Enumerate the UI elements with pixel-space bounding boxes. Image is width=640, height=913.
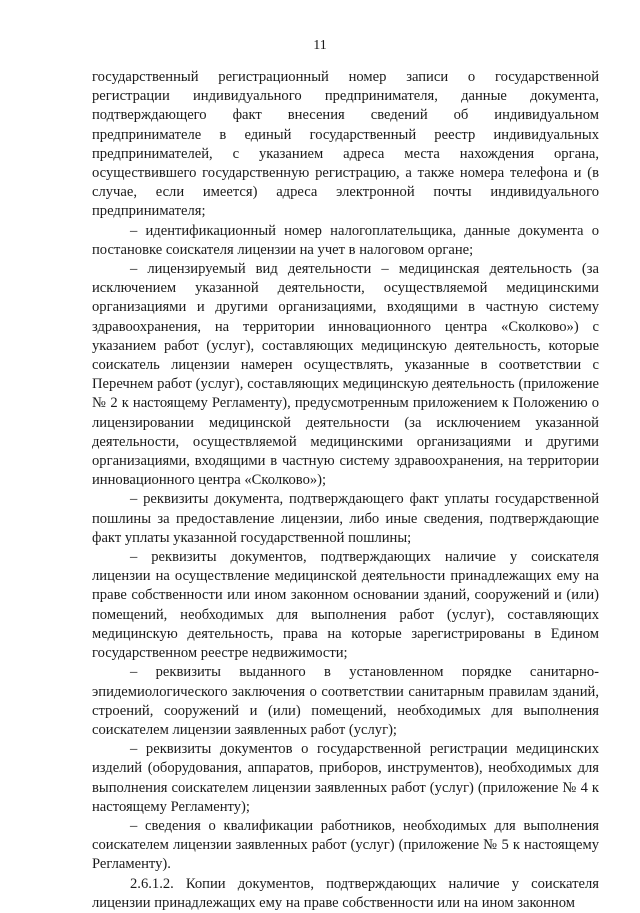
paragraph-staff-qualification: – сведения о квалификации работников, необходимых для выполнения соискателем лицензии заявленных работ (услуг) (приложение № 5 к настоящему Регламенту). (92, 817, 599, 873)
paragraph-2-6-1-2: 2.6.1.2. Копии документов, подтверждающих наличие у соискателя лицензии принадлежащих ему на праве собственности или на ином законном (92, 875, 599, 911)
paragraph-registration-number: государственный регистрационный номер записи о государственной регистрации индивидуального предпринимателя, данные документа, подтверждающего факт внесения сведений об индивидуальном предпринимателе в единый государственный реестр индивидуальных предпринимателей, с указанием адреса места нахождения органа, осуществившего государственную регистрацию, а также номера телефона и (в случае, если имеется) адреса электронной почты индивидуального предпринимателя; (92, 69, 599, 220)
paragraph-state-fee: – реквизиты документа, подтверждающего факт уплаты государственной пошлины за предоставление лицензии, либо иные сведения, подтверждающие факт уплаты указанной государственной пошлины; (92, 491, 599, 546)
paragraph-premises-documents: – реквизиты документов, подтверждающих наличие у соискателя лицензии на осуществление медицинской деятельности принадлежащих ему на праве собственности или ином законном основании зданий, сооружений и (или) помещений, необходимых для выполнения работ (услуг), составляющих медицинскую деятельность, права на которые зарегистрированы в Едином государственном реестре недвижимости; (92, 549, 599, 662)
paragraph-sanitary-conclusion: – реквизиты выданного в установленном порядке санитарно-эпидемиологического заключения о соответствии санитарным правилам зданий, строений, сооружений и (или) помещений, необходимых для выполнения соискателем лицензии заявленных работ (услуг); (92, 664, 599, 738)
paragraph-taxpayer-id: – идентификационный номер налогоплательщика, данные документа о постановке соискателя лицензии на учет в налоговом органе; (92, 222, 599, 258)
page-number: 11 (313, 38, 327, 53)
paragraph-licensed-activity: – лицензируемый вид деятельности – медицинская деятельность (за исключением указанной деятельности, осуществляемой медицинскими организациями и другими организациями, входящими в частную систему здравоохранения, на территории инновационного центра «Сколково») с указанием работ (услуг), составляющих медицинскую деятельность, которые соискатель лицензии намерен осуществлять, указанные в соответствии с Перечнем работ (услуг), составляющих медицинскую деятельность (приложение № 2 к настоящему Регламенту), предусмотренным приложением к Положению о лицензировании медицинской деятельности (за исключением указанной деятельности, осуществляемой медицинскими организациями и другими организациями, входящими в частную систему здравоохранения, на территории инновационного центра «Сколково»); (92, 261, 599, 489)
document-body (92, 68, 599, 913)
paragraph-medical-devices: – реквизиты документов о государственной регистрации медицинских изделий (оборудования, аппаратов, приборов, инструментов), необходимых для выполнения соискателем лицензии заявленных работ (услуг) (приложение № 4 к настоящему Регламенту); (92, 741, 599, 815)
